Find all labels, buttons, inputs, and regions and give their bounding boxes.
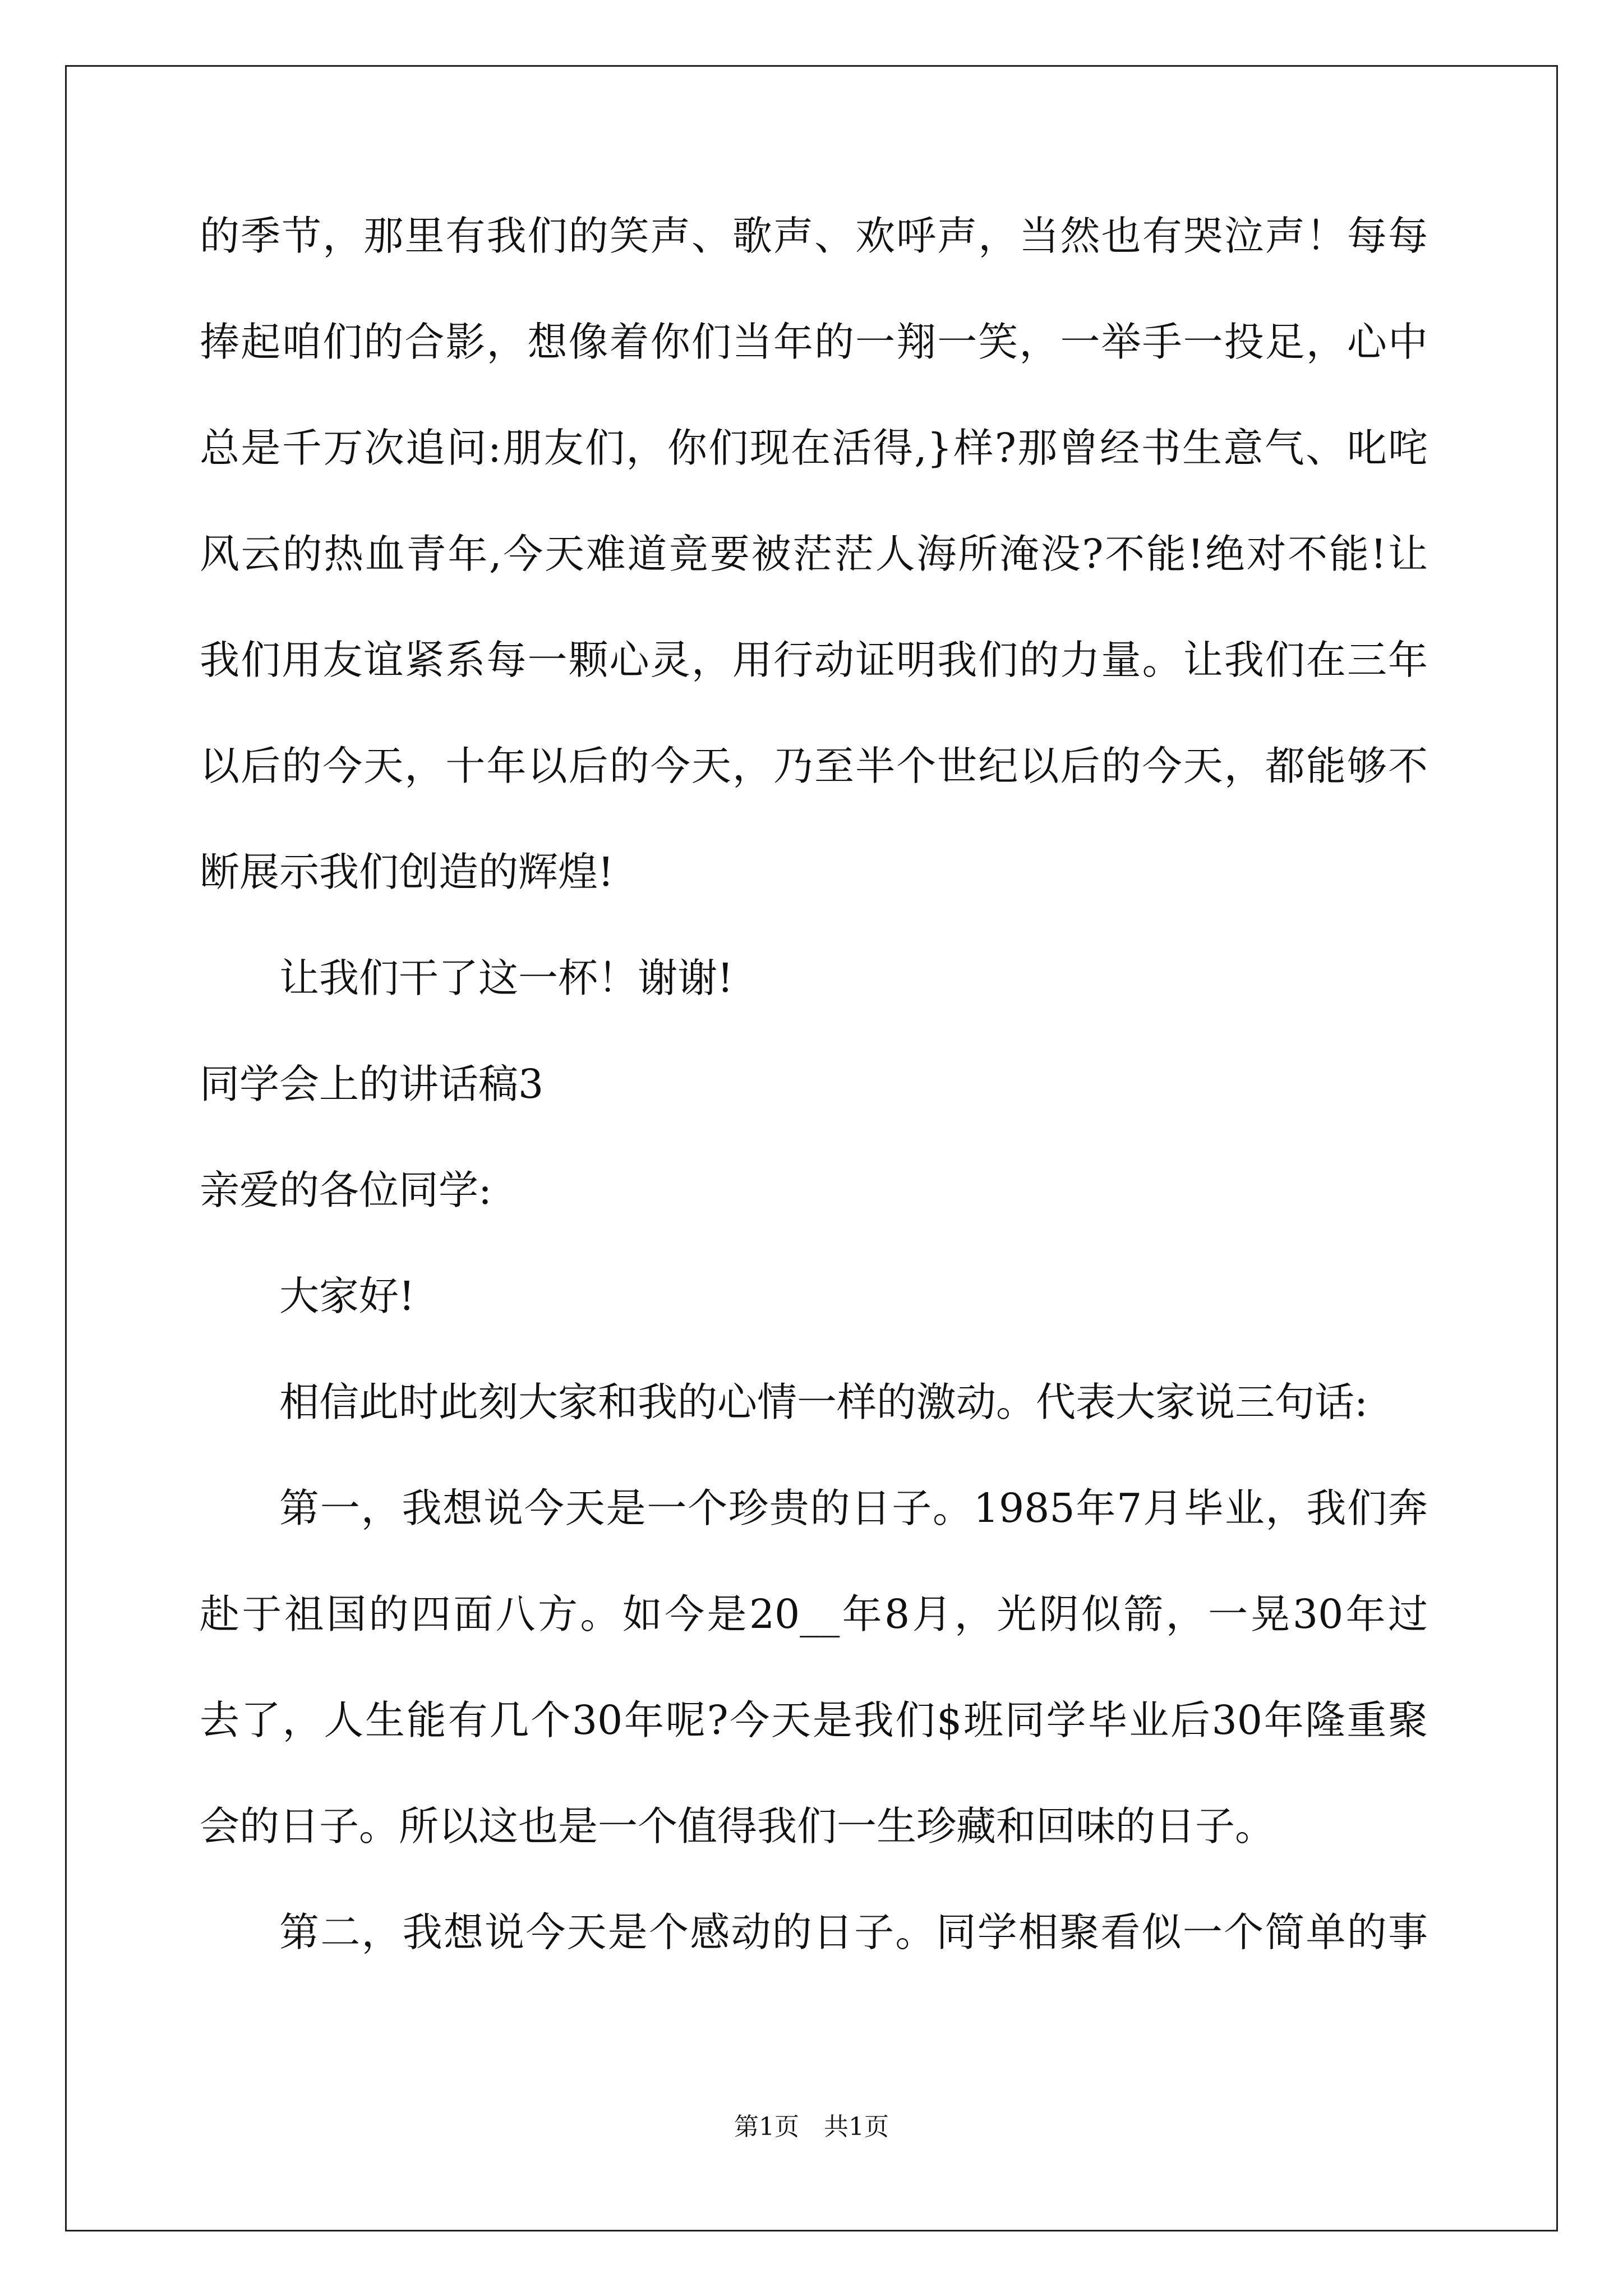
text-line: 赴于祖国的四面八方。如今是20__年8月，光阴似箭，一晃30年过: [200, 1591, 1428, 1637]
text-line: 相信此时此刻大家和我的心情一样的激动。代表大家说三句话:: [279, 1379, 1368, 1425]
text-line: 捧起咱们的合影，想像着你们当年的一翔一笑，一举手一投足，心中: [200, 319, 1428, 365]
greeting: 大家好!: [279, 1273, 415, 1319]
text-line: 断展示我们创造的辉煌!: [200, 849, 614, 895]
text-line: 总是千万次追问:朋友们，你们现在活得,}样?那曾经书生意气、叱咤: [200, 425, 1428, 471]
salutation: 亲爱的各位同学:: [200, 1167, 492, 1213]
text-line: 以后的今天，十年以后的今天，乃至半个世纪以后的今天，都能够不: [200, 743, 1428, 789]
section-heading: 同学会上的讲话稿3: [200, 1061, 544, 1107]
text-line: 让我们干了这一杯！谢谢!: [279, 955, 734, 1001]
text-line: 风云的热血青年,今天难道竟要被茫茫人海所淹没?不能!绝对不能!让: [200, 531, 1428, 577]
page-footer: 第1页 共1页: [734, 2113, 889, 2141]
text-line: 会的日子。所以这也是一个值得我们一生珍藏和回味的日子。: [200, 1803, 1275, 1849]
text-line: 去了，人生能有几个30年呢?今天是我们$班同学毕业后30年隆重聚: [200, 1697, 1428, 1743]
text-line: 第二，我想说今天是个感动的日子。同学相聚看似一个简单的事: [279, 1909, 1428, 1955]
text-line: 的季节，那里有我们的笑声、歌声、欢呼声，当然也有哭泣声！每每: [200, 213, 1428, 259]
document-body: [200, 213, 1428, 2018]
text-line: 我们用友谊紧系每一颗心灵，用行动证明我们的力量。让我们在三年: [200, 637, 1428, 683]
text-line: 第一，我想说今天是一个珍贵的日子。1985年7月毕业，我们奔: [279, 1485, 1428, 1531]
